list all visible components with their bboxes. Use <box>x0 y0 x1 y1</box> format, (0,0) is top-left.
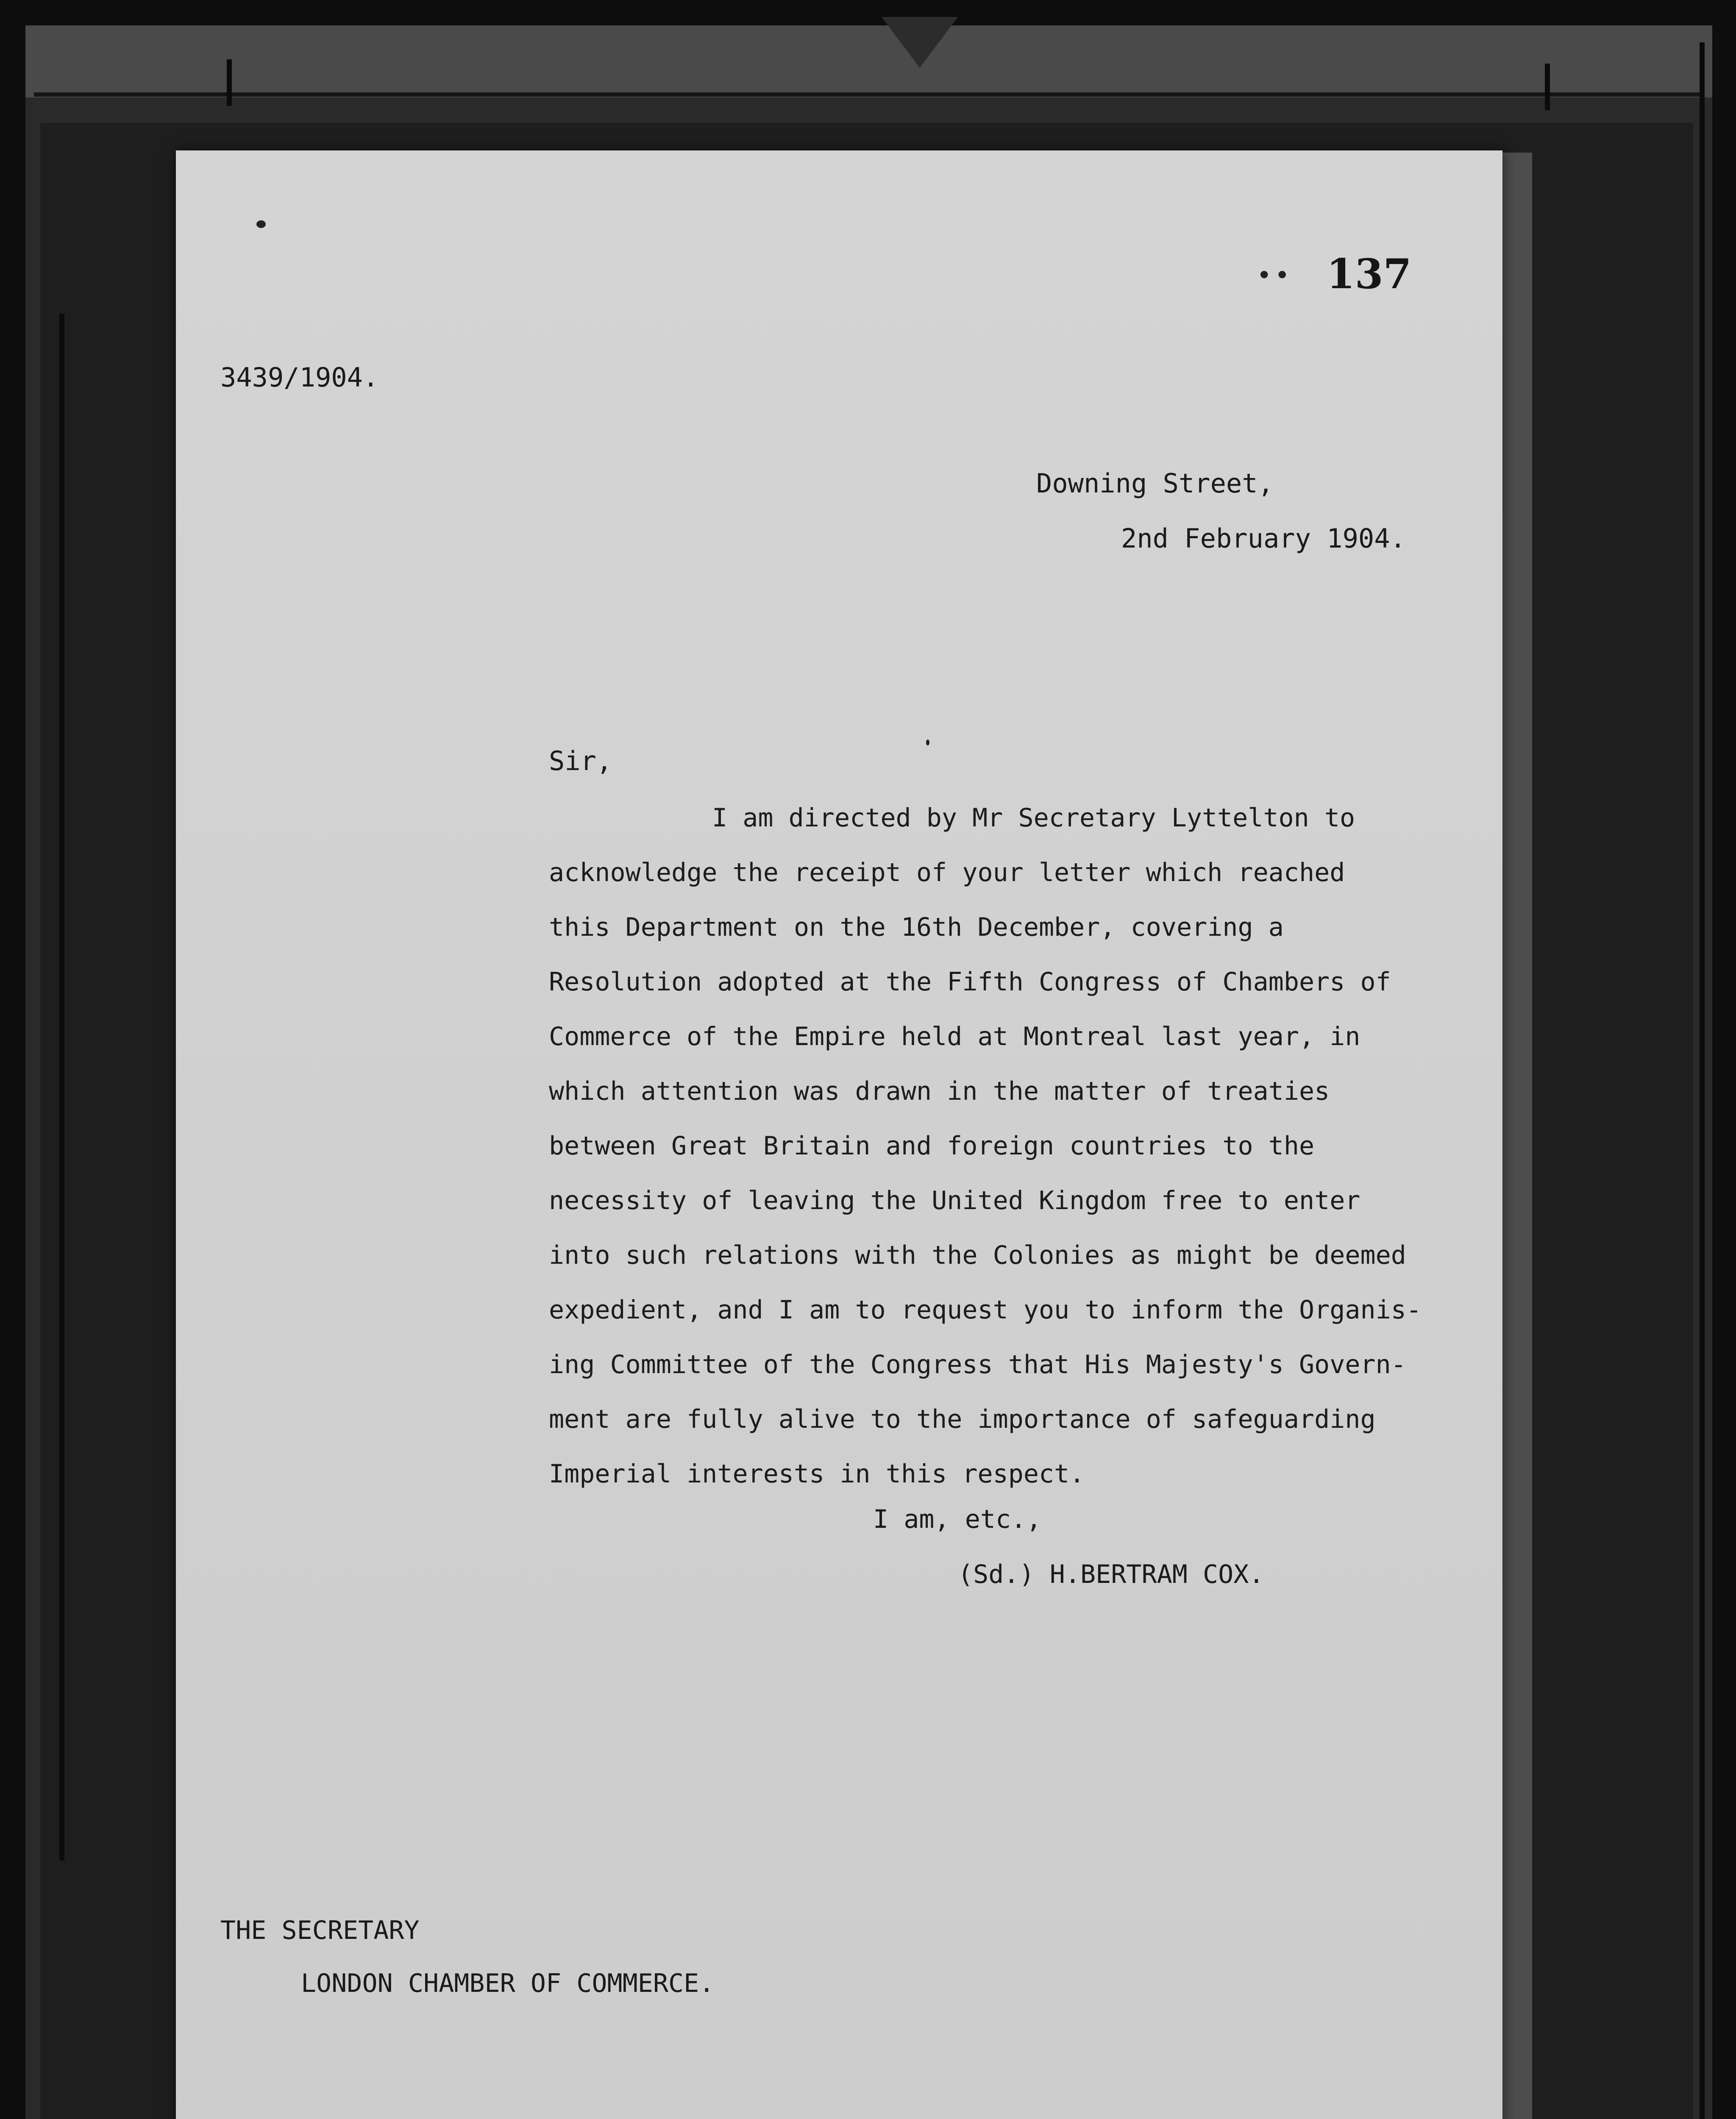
body-line: into such relations with the Colonies as might be deemed <box>549 1240 1406 1270</box>
body-line: Imperial interests in this respect. <box>549 1459 1085 1489</box>
registration-line <box>34 92 1704 97</box>
salutation: Sir, <box>549 745 612 776</box>
film-notch <box>882 17 958 68</box>
left-margin-rule <box>59 314 64 1860</box>
right-margin-rule <box>1700 42 1705 2119</box>
page-number: 137 <box>1327 250 1412 298</box>
page-number-marks: • • <box>1257 261 1287 290</box>
body-line: this Department on the 16th December, covering a <box>549 912 1284 942</box>
addressee-title: THE SECRETARY <box>220 1916 420 1945</box>
body-line: I am directed by Mr Secretary Lyttelton to <box>712 803 1355 833</box>
body-line: Commerce of the Empire held at Montreal last year, in <box>549 1022 1360 1051</box>
body-line: acknowledge the receipt of your letter which reached <box>549 858 1345 887</box>
registration-tick-right <box>1545 64 1550 110</box>
body-line: which attention was drawn in the matter of treaties <box>549 1076 1330 1106</box>
body-line: ing Committee of the Congress that His Majesty's Govern- <box>549 1350 1406 1379</box>
paper-edge-shadow <box>1502 153 1532 2119</box>
body-line: ment are fully alive to the importance of safeguarding <box>549 1404 1376 1434</box>
file-reference: 3439/1904. <box>220 362 379 393</box>
body-line: necessity of leaving the United Kingdom free to enter <box>549 1186 1360 1215</box>
closing: I am, etc., <box>873 1504 1042 1534</box>
body-line: between Great Britain and foreign countries to the <box>549 1131 1315 1161</box>
body-line: expedient, and I am to request you to inform the Organis- <box>549 1295 1422 1325</box>
ink-speck <box>926 740 929 745</box>
film-top-band <box>25 25 1712 97</box>
registration-tick-left <box>227 59 232 106</box>
addressee-organization: LONDON CHAMBER OF COMMERCE. <box>301 1969 715 1998</box>
sender-address-street: Downing Street, <box>1036 468 1274 499</box>
body-line: Resolution adopted at the Fifth Congress of Chambers of <box>549 967 1391 997</box>
letter-date: 2nd February 1904. <box>1121 523 1406 554</box>
ink-speck <box>256 220 266 228</box>
signature: (Sd.) H.BERTRAM COX. <box>958 1560 1264 1589</box>
